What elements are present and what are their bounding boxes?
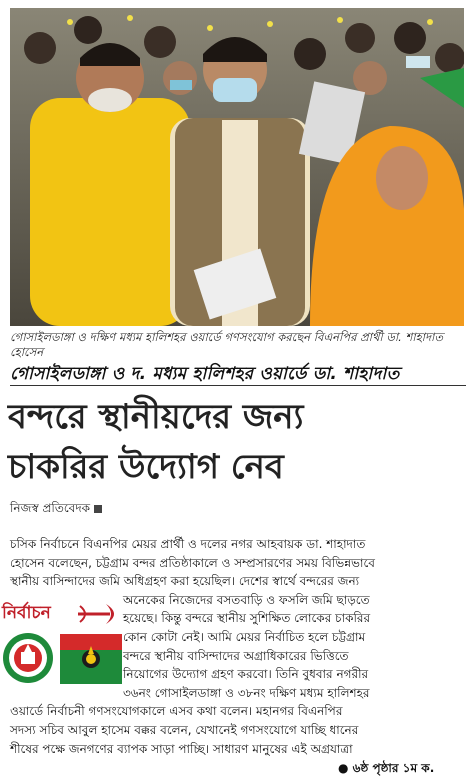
body-line: সদস্য সচিব আবুল হাসেম বক্কর বলেন, যেখানেই গণসংযোগে যাচ্ছি ধানের xyxy=(10,722,359,737)
reporter-name: নিজস্ব প্রতিবেদক xyxy=(10,501,91,515)
headline-line-1: বন্দরে স্থানীয়দের জন্য xyxy=(8,397,304,437)
bnp-flag-icon xyxy=(60,634,122,684)
headline-line-2: চাকরির উদ্যোগ নেব xyxy=(8,447,284,487)
photo-caption: গোসাইলডাঙ্গা ও দক্ষিণ মধ্যম হালিশহর ওয়ার্ডে গণসংযোগ করছেন বিএনপির প্রার্থী ডা. শাহাদাত হোসেন xyxy=(10,330,444,359)
reporter-byline xyxy=(10,500,102,520)
continued-on-page: ● ৬ষ্ঠ পৃষ্ঠার ১ম ক. xyxy=(338,761,435,775)
campaign-photo xyxy=(10,8,464,326)
main-headline xyxy=(8,392,470,492)
body-line: শীষের পক্ষে জনগণের ব্যাপক সাড়া পাচ্ছি। সাধারণ মানুষের এই অগ্রযাত্রা xyxy=(10,741,353,756)
body-line: হোসেন বলেছেন, চট্টগ্রাম বন্দর প্রতিষ্ঠাকালে ও সম্প্রসারণের সময় বিভিন্নভাবে xyxy=(10,555,375,570)
kicker-rule xyxy=(10,385,466,386)
body-line: নিয়োগের উদ্যোগ গ্রহণ করবো। তিনি বুধবার নগরীর xyxy=(123,667,369,682)
body-line: হয়েছে। কিন্তু বন্দরে স্থানীয় সুশিক্ষিত লোকের চাকরির xyxy=(123,611,371,626)
body-line: ওয়ার্ডে নির্বাচনী গণসংযোগকালে এসব কথা বলেন। মহানগর বিএনপির xyxy=(10,704,343,719)
city-corporation-emblem xyxy=(2,632,54,684)
kicker-headline: গোসাইলডাঙ্গা ও দ. মধ্যম হালিশহর ওয়ার্ডে ডা. শাহাদাত xyxy=(10,364,400,384)
continued-text: ৬ষ্ঠ পৃষ্ঠার ১ম ক. xyxy=(352,761,435,775)
election-label: নির্বাচন xyxy=(2,603,51,623)
body-line: বন্দরে স্থানীয় বাসিন্দাদের অগ্রাধিকারের ভিত্তিতে xyxy=(123,648,349,663)
campaign-photo-illustration xyxy=(10,8,464,326)
body-line: ৩৬নং গোসাইলডাঙ্গা ও ৩৮নং দক্ষিণ মধ্যম হালিশহর xyxy=(123,685,370,700)
body-line: অনেকের নিজেদের বসতবাড়ি ও ফসলি জমি ছাড়তে xyxy=(123,592,370,607)
square-bullet-icon xyxy=(94,505,102,513)
paddy-sheaf-icon xyxy=(76,600,124,628)
body-line: চসিক নির্বাচনে বিএনপির মেয়র প্রার্থী ও দলের নগর আহবায়ক ডা. শাহাদাত xyxy=(10,537,366,551)
body-line: কোন কোটা নেই। আমি মেয়র নির্বাচিত হলে চট্টগ্রাম xyxy=(123,629,366,644)
body-line: স্থানীয় বাসিন্দাদের জমি অধিগ্রহণ করা হয়েছিল। দেশের স্বার্থে বন্দরের জন্য xyxy=(10,574,360,589)
